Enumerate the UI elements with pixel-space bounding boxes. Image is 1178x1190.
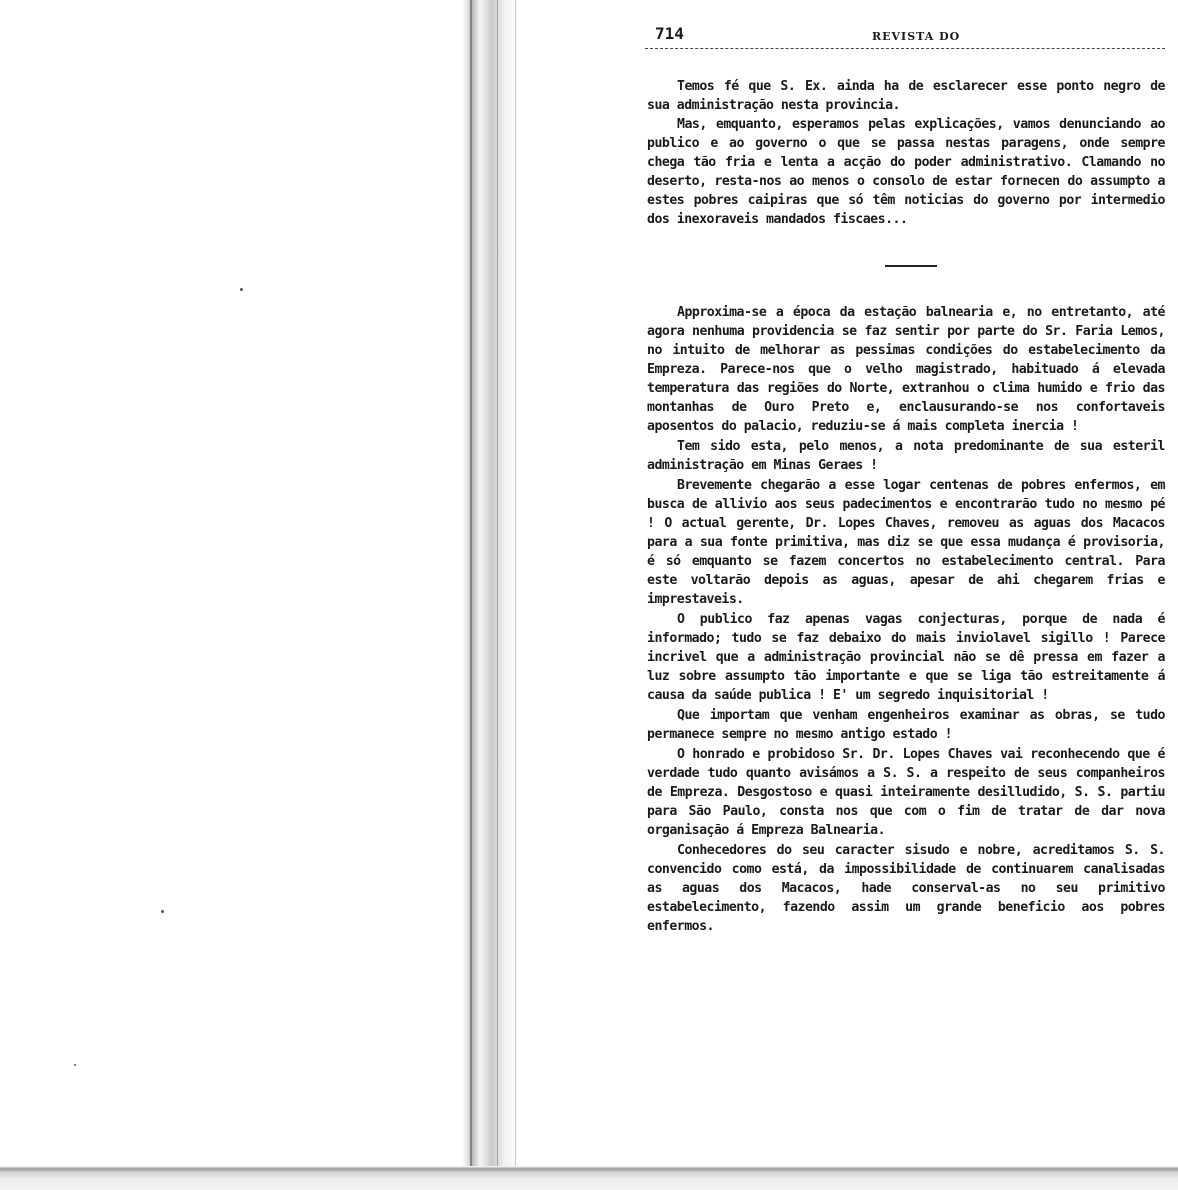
section-divider	[885, 265, 937, 267]
paragraph: Temos fé que S. Ex. ainda ha de esclarecer esse ponto negro de sua administração nesta provincia.	[647, 79, 1165, 113]
paragraph: Tem sido esta, pelo menos, a nota predominante de sua esteril administração em Minas Geraes !	[647, 439, 1165, 473]
gutter-line	[470, 0, 472, 1175]
article-balnearia	[647, 302, 1165, 936]
scan-bottom-edge	[0, 1166, 1178, 1190]
paragraph: Que importam que venham engenheiros examinar as obras, se tudo permanece sempre no mesmo antigo estado !	[647, 708, 1165, 742]
paragraph: Brevemente chegarão a esse logar centenas de pobres enfermos, em busca de allivio aos seus padecimentos e encontrarão tudo no mesmo pé ! O actual gerente, Dr. Lopes Chaves, removeu as aguas dos Macacos para a sua fonte primitiva, mas diz se que essa mudança é provisoria, é só emquanto se fazem concertos no estabelecimento central. Para este voltarão depois as aguas, apesar de ahi chegarem frias e imprestaveis.	[647, 478, 1165, 607]
paragraph: Conhecedores do seu caracter sisudo e nobre, acreditamos S. S. convencido como está, da impossibilidade de continuarem canalisadas as aguas dos Macacos, hade conserval-as no seu primitivo estabelecimento, fazendo assim um grande beneficio aos pobres enfermos.	[647, 843, 1165, 934]
page-header	[645, 22, 1165, 49]
paragraph: Approxima-se a época da estação balnearia e, no entretanto, até agora nenhuma providencia se faz sentir por parte do Sr. Faria Lemos, no intuito de melhorar as pessimas condições do estabelecimento da Empreza. Parece-nos que o velho magistrado, habituado á elevada temperatura das regiões do Norte, extranhou o clima humido e frio das montanhas de Ouro Preto e, enclausurando-se nos confortaveis aposentos do palacio, reduziu-se á mais completa inercia !	[647, 305, 1165, 434]
gutter-line	[515, 0, 516, 1175]
blank-facing-page	[0, 0, 520, 1190]
paragraph: O publico faz apenas vagas conjecturas, porque de nada é informado; tudo se faz debaixo do mais inviolavel sigillo ! Parece incrivel que a administração provincial não se dê pressa em fazer a luz sobre assumpto tão importante e que se liga tão estreitamente á causa da saúde publica ! E' um segredo inquisitorial !	[647, 612, 1165, 703]
scan-speck	[74, 1064, 76, 1066]
document-page	[645, 22, 1165, 1022]
scan-speck	[161, 910, 164, 913]
running-head: REVISTA DO	[872, 30, 961, 43]
paragraph: Mas, emquanto, esperamos pelas explicações, vamos denunciando ao publico e ao governo o que se passa nestas paragens, onde sempre chega tão fria e lenta a acção do poder administrativo. Clamando no deserto, resta-nos ao menos o consolo de estar fornecen do assumpto a estes pobres caipiras que só têm noticias do governo por intermedio dos inexoraveis mandados fiscaes...	[647, 117, 1165, 227]
paragraph: O honrado e probidoso Sr. Dr. Lopes Chaves vai reconhecendo que é verdade tudo quanto avisámos a S. S. a respeito de seus companheiros de Empreza. Desgostoso e quasi inteiramente desilludido, S. S. partiu para São Paulo, consta nos que com o fim de tratar de dar nova organisação á Empreza Balnearia.	[647, 747, 1165, 838]
article-continuation	[647, 77, 1165, 229]
gutter-line	[497, 0, 498, 1175]
page-number: 714	[655, 24, 684, 43]
scan-speck	[240, 288, 243, 291]
